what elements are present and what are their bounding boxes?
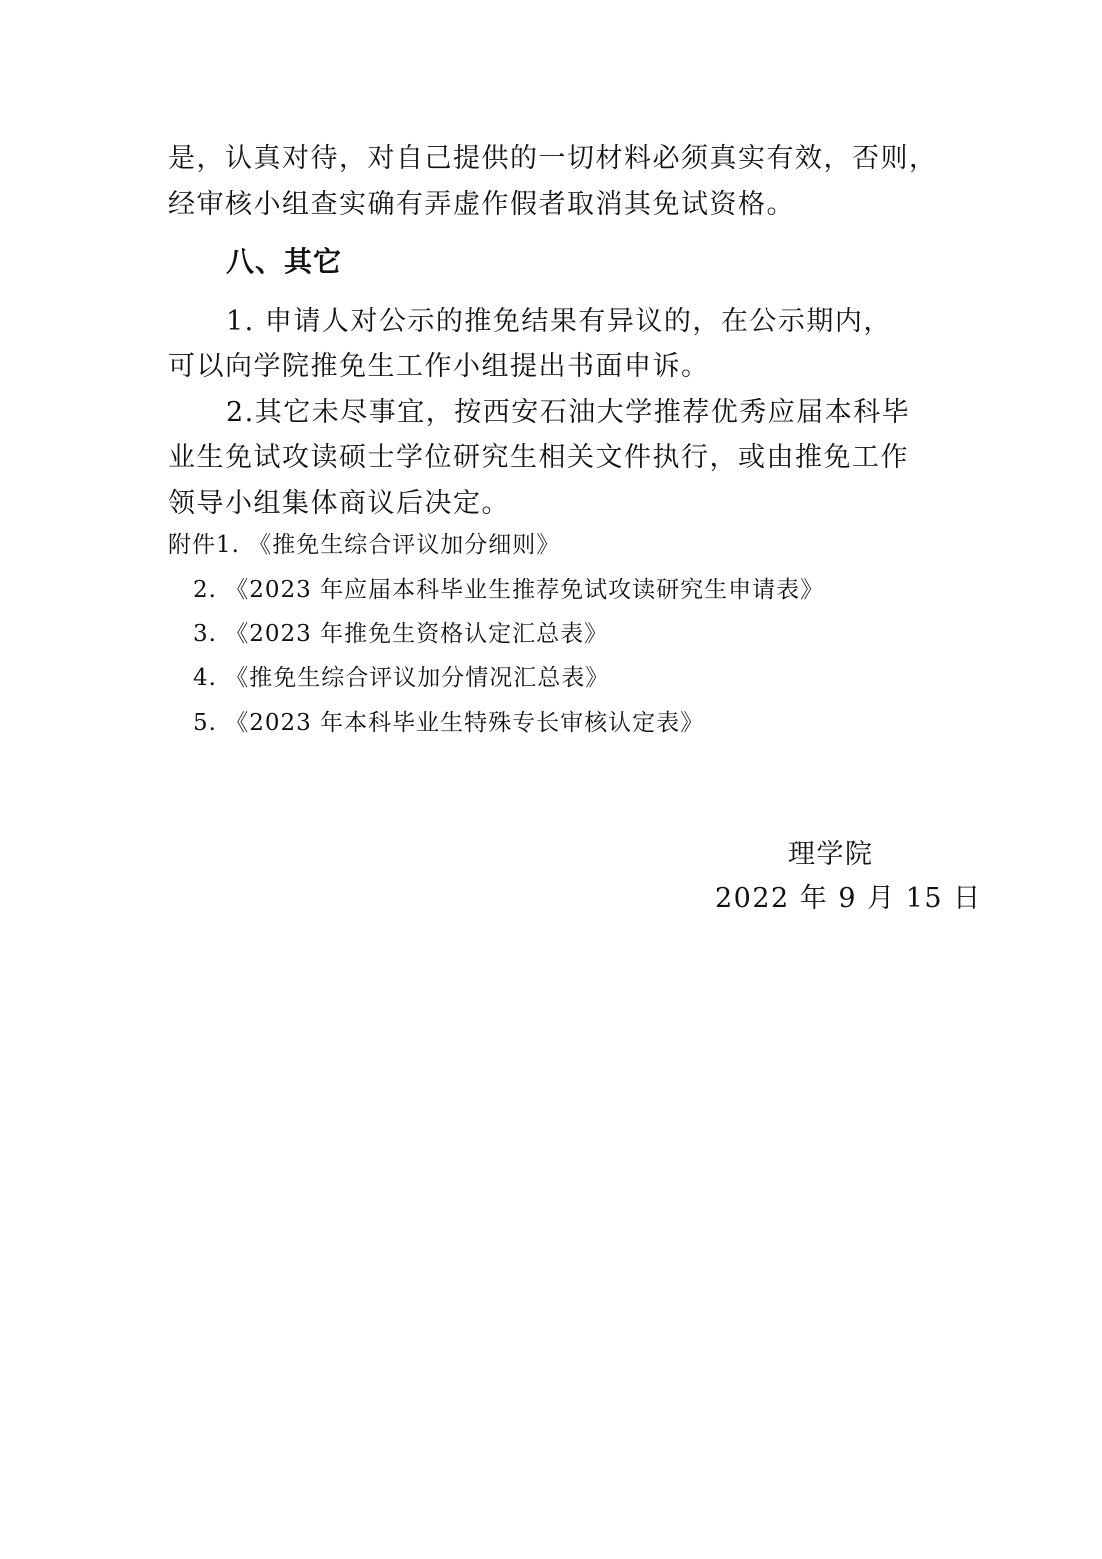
section-heading: 八、其它: [226, 245, 343, 278]
item2-line-1: 2.其它未尽事宜，按西安石油大学推荐优秀应届本科毕: [226, 397, 911, 428]
attachment-4: 4. 《推免生综合评议加分情况汇总表》: [193, 665, 610, 691]
item1-line-2: 可以向学院推免生工作小组提出书面申诉。: [168, 351, 710, 382]
intro-line-2: 经审核小组查实确有弄虚作假者取消其免试资格。: [168, 189, 795, 220]
attachment-1: 附件1. 《推免生综合评议加分细则》: [168, 532, 561, 558]
item2-line-3: 领导小组集体商议后决定。: [168, 488, 510, 519]
attachment-3: 3. 《2023 年推免生资格认定汇总表》: [193, 621, 609, 647]
signature-date: 2022 年 9 月 15 日: [715, 883, 982, 914]
item2-line-2: 业生免试攻读硕士学位研究生相关文件执行，或由推免工作: [168, 442, 909, 473]
attachment-2: 2. 《2023 年应届本科毕业生推荐免试攻读研究生申请表》: [193, 577, 825, 603]
item1-line-1: 1. 申请人对公示的推免结果有异议的，在公示期内，: [226, 306, 892, 337]
attachment-5: 5. 《2023 年本科毕业生特殊专长审核认定表》: [193, 710, 705, 736]
signature-org: 理学院: [788, 839, 874, 870]
intro-line-1: 是，认真对待，对自己提供的一切材料必须真实有效，否则，: [168, 143, 938, 174]
